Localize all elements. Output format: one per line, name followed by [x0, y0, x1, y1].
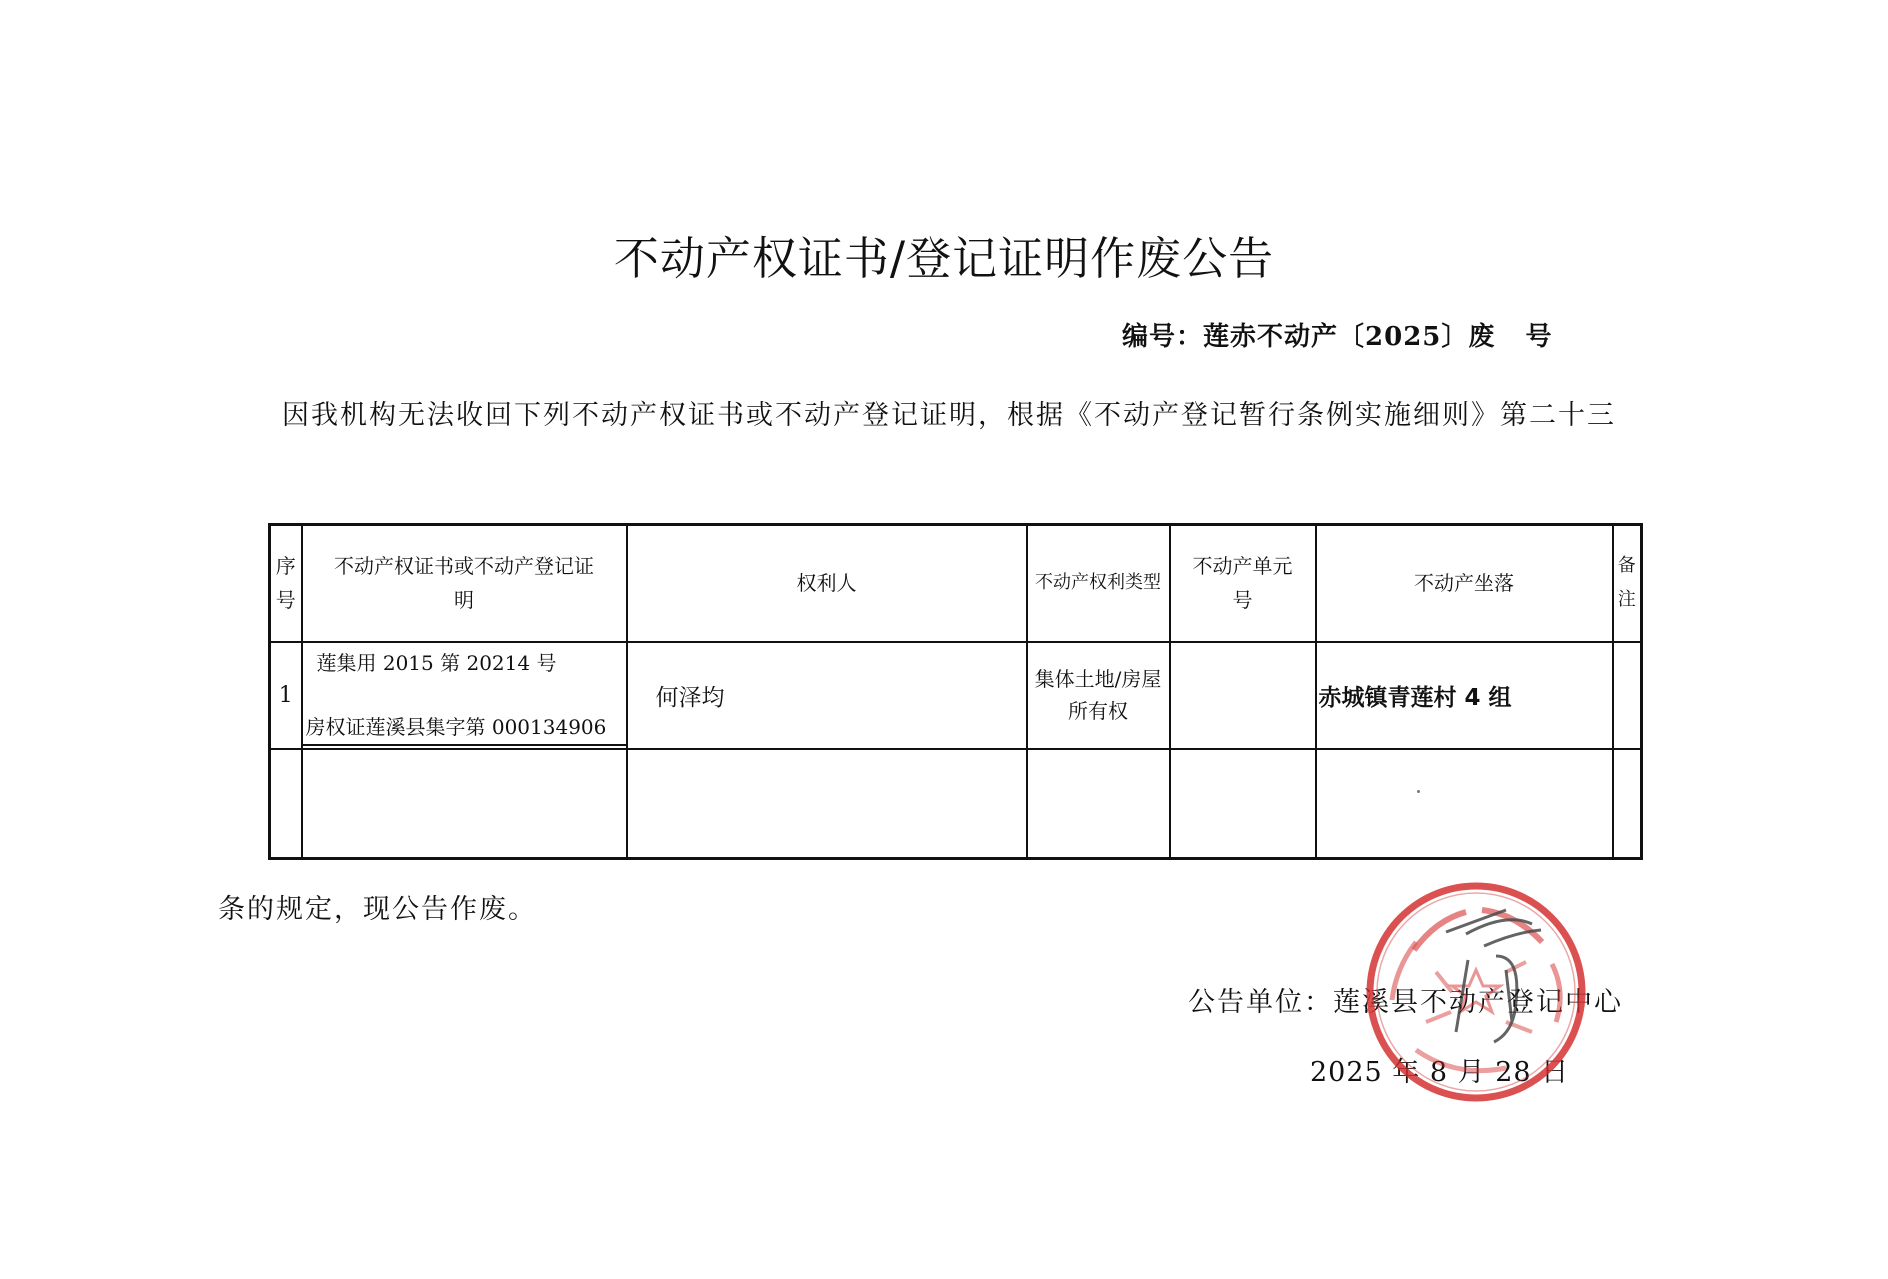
row-unit-number: [1170, 642, 1316, 749]
row-certificate-line2: 房权证莲溪县集字第 000134906: [305, 714, 607, 739]
header-remark: 备 注: [1613, 525, 1642, 642]
official-seal-icon: [1356, 872, 1596, 1112]
header-holder: 权利人: [627, 525, 1027, 642]
row-remark: [1613, 642, 1642, 749]
conclusion-text: 条的规定，现公告作废。: [218, 894, 537, 925]
document-number: [1122, 316, 1553, 353]
void-certificate-table: [268, 523, 1643, 860]
header-unit-number: 不动产单元 号: [1170, 525, 1316, 642]
header-right-type: 不动产权利类型: [1027, 525, 1170, 642]
row-location: 赤城镇青莲村 4 组: [1316, 642, 1613, 749]
row-certificate-line1: 莲集用 2015 第 20214 号: [316, 650, 557, 675]
table-row-empty: [270, 749, 1642, 859]
table-header-row: [270, 525, 1642, 642]
row-holder: 何泽均: [627, 642, 1027, 749]
issuer-name: 莲溪县不动产登记中心: [1333, 987, 1623, 1018]
table-row: [270, 642, 1642, 749]
row-certificate: [302, 642, 627, 749]
issue-date: 2025 年 8 月 28 日: [1310, 1057, 1570, 1088]
header-certificate: 不动产权证书或不动产登记证 明: [302, 525, 627, 642]
notice-title: 不动产权证书/登记证明作废公告: [613, 232, 1275, 285]
intro-paragraph: 因我机构无法收回下列不动产权证书或不动产登记证明，根据《不动产登记暂行条例实施细则》第二十三: [282, 400, 1616, 431]
document-number-label: 编号：: [1122, 322, 1204, 352]
document-number-value: 莲赤不动产〔2025〕废 号: [1203, 322, 1553, 352]
issuer-label: 公告单位：: [1188, 987, 1333, 1018]
row-seq: 1: [270, 642, 302, 749]
row-right-type: 集体土地/房屋 所有权: [1027, 642, 1170, 749]
header-location: 不动产坐落: [1316, 525, 1613, 642]
header-seq: 序 号: [270, 525, 302, 642]
